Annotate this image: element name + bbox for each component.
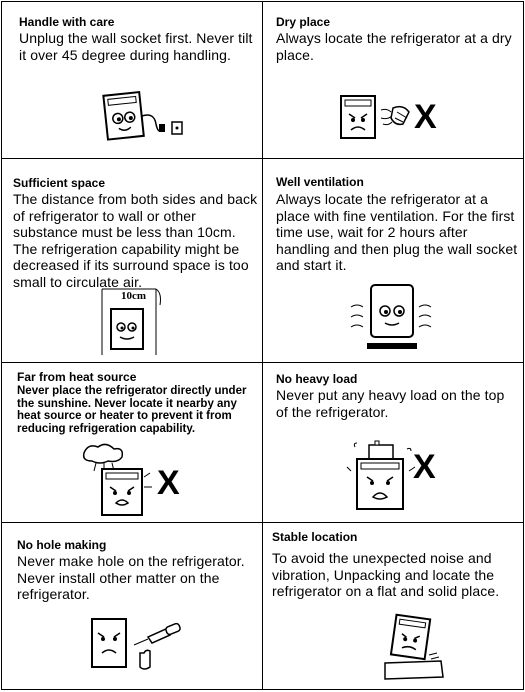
section-title: No heavy load — [276, 372, 358, 386]
section-text: Never place the refrigerator directly under the sunshine. Never locate it nearby any heat source or heater to prevent it from reducing refrigeration capability. — [17, 385, 247, 435]
fridge-tilted-plug-icon — [102, 90, 192, 155]
section-sufficient-space — [1, 158, 263, 363]
section-dry-place — [262, 1, 524, 159]
section-handle-with-care — [1, 1, 263, 159]
section-text: Always locate the refrigerator at a dry place. — [276, 30, 512, 63]
section-far-from-heat-source — [1, 362, 263, 523]
section-no-heavy-load — [262, 362, 524, 523]
section-title: Handle with care — [19, 15, 115, 29]
section-well-ventilation — [262, 158, 524, 363]
section-title: Dry place — [276, 15, 331, 29]
fridge-flat-base-icon — [381, 615, 461, 690]
section-stable-location — [262, 522, 524, 690]
section-title: Far from heat source — [17, 370, 137, 384]
prohibited-x-icon: X — [413, 448, 436, 486]
section-text: Always locate the refrigerator at a place with fine ventilation. For the first time use, wait for 2 hours after handling and then plug the wall socket and start it. — [276, 191, 518, 273]
section-title: No hole making — [17, 538, 107, 552]
prohibited-x-icon: X — [414, 98, 437, 136]
space-label: 10cm — [121, 290, 147, 302]
section-title: Stable location — [272, 530, 358, 544]
fridge-drill-icon — [86, 615, 196, 680]
section-text: The distance from both sides and back of refrigerator to wall or other substance must be less than 10cm. The refrigeration capability might be decreased if its surround space is too small to circulate air. — [13, 191, 258, 290]
section-text: Unplug the wall socket first. Never tilt it over 45 degree during handling. — [19, 30, 253, 63]
fridge-ventilated-icon — [349, 277, 439, 362]
section-title: Sufficient space — [13, 176, 106, 190]
fridge-sun-heat-icon — [78, 441, 168, 526]
section-text: Never put any heavy load on the top of the refrigerator. — [276, 387, 505, 420]
prohibited-x-icon: X — [157, 464, 180, 502]
section-text: Never make hole on the refrigerator. Never install other matter on the refrigerator. — [17, 553, 245, 602]
section-text: To avoid the unexpected noise and vibration, Unpacking and locate the refrigerator on a flat and solid place. — [272, 550, 500, 599]
section-title: Well ventilation — [276, 175, 364, 189]
section-no-hole-making — [1, 522, 263, 690]
